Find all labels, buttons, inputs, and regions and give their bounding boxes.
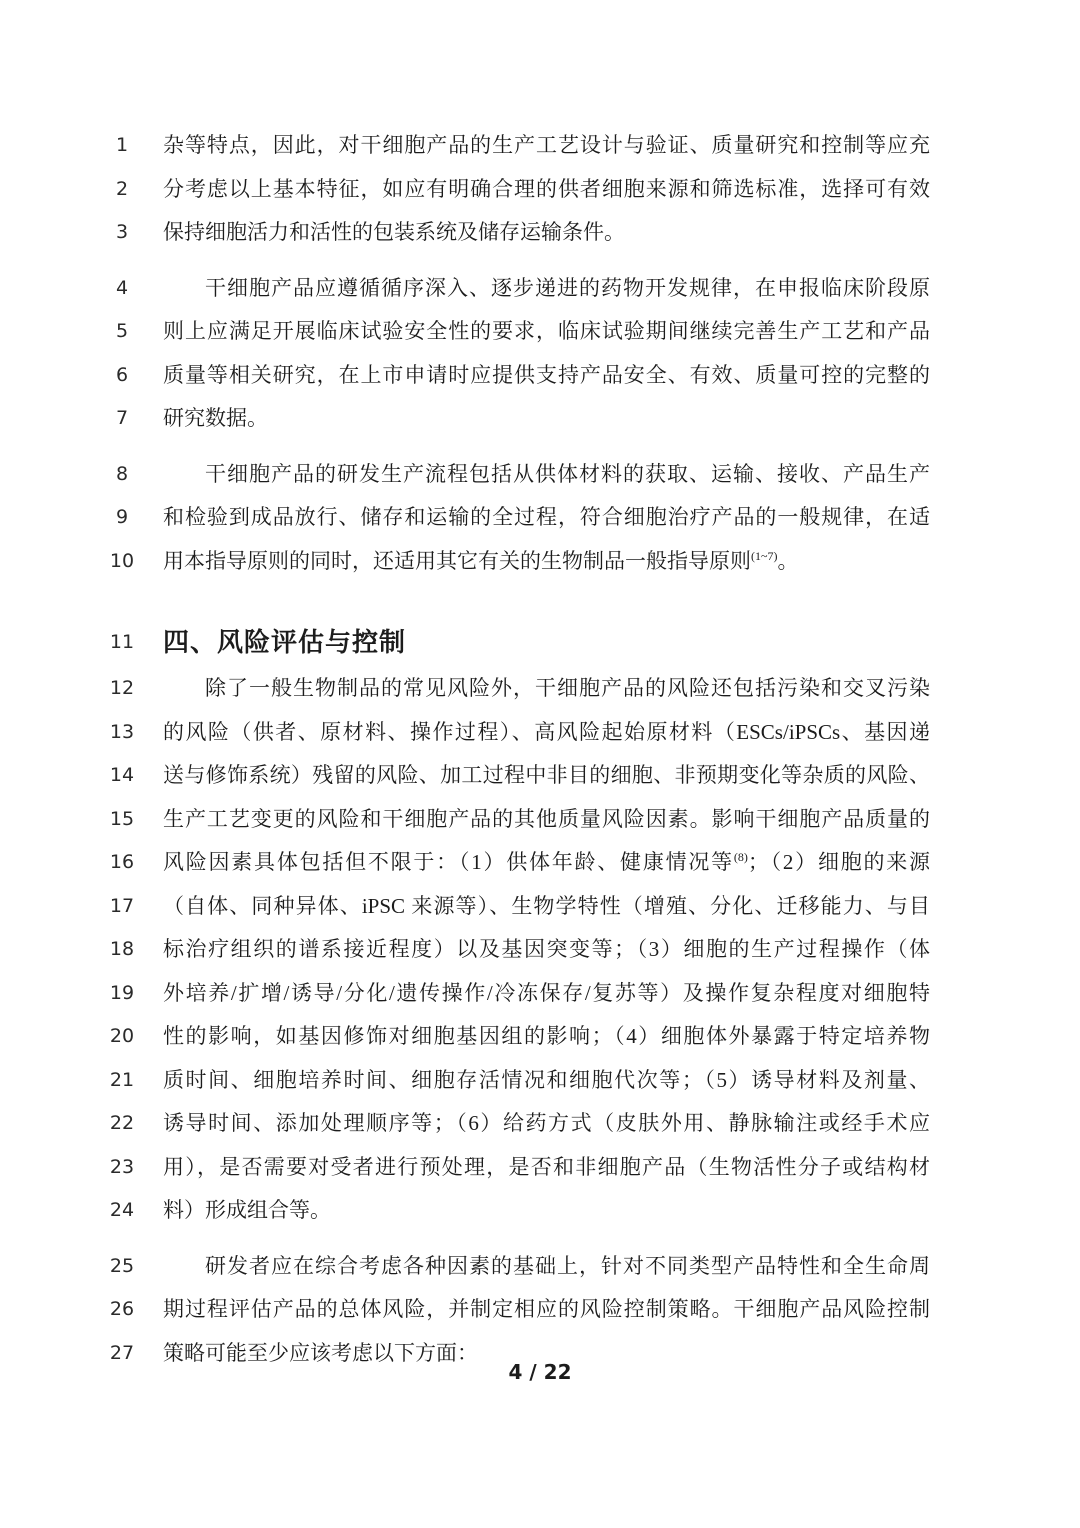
line-text: 和检验到成品放行、储存和运输的全过程，符合细胞治疗产品的一般规律，在适: [163, 505, 930, 529]
line-number: 21: [109, 1068, 135, 1091]
text-line-row: [109, 1245, 930, 1289]
line-text: 用本指导原则的同时，还适用其它有关的生物制品一般指导原则$^{(1\sim 7)}$。: [163, 548, 799, 573]
line-number: 22: [109, 1112, 135, 1134]
line-number: 12: [109, 677, 135, 699]
text-line-row: [115, 310, 930, 354]
line-text: 生产工艺变更的风险和干细胞产品的其他质量风险因素。影响干细胞产品质量的: [163, 806, 930, 831]
line-number: 11: [109, 631, 135, 653]
line-text: 杂等特点，因此，对干细胞产品的生产工艺设计与验证、质量研究和控制等应充: [163, 133, 930, 157]
line-text: 分考虑以上基本特征，如应有明确合理的供者细胞来源和筛选标准，选择可有效: [163, 176, 930, 201]
line-number: 18: [109, 938, 135, 960]
line-number: 1: [115, 134, 129, 156]
line-number: 27: [109, 1341, 135, 1364]
text-line-row: [115, 453, 930, 497]
line-number: 25: [109, 1254, 135, 1277]
text-line-row: [115, 354, 930, 398]
line-number: 20: [109, 1025, 135, 1047]
line-number: 5: [115, 320, 129, 342]
superscript-reference: (8): [733, 850, 748, 864]
line-text: 标治疗组织的谱系接近程度）以及基因突变等；（3）细胞的生产过程操作（体: [163, 937, 930, 961]
text-line-row: [115, 211, 930, 255]
line-number: 23: [109, 1155, 135, 1178]
text-line-row: [109, 972, 930, 1016]
line-text: 质时间、细胞培养时间、细胞存活情况和细胞代次等；（5）诱导材料及剂量、: [163, 1067, 930, 1092]
line-number: 24: [109, 1199, 135, 1221]
line-number: 16: [109, 851, 135, 873]
line-text: 送与修饰系统）残留的风险、加工过程中非目的细胞、非预期变化等杂质的风险、: [163, 763, 930, 787]
line-text: 质量等相关研究，在上市申请时应提供支持产品安全、有效、质量可控的完整的: [163, 362, 930, 387]
line-number: 7: [115, 407, 129, 429]
document-content: [109, 124, 931, 1375]
line-text: 研究数据。: [163, 406, 268, 430]
line-text: 干细胞产品应遵循循序深入、逐步递进的药物开发规律，在申报临床阶段原: [205, 275, 930, 300]
line-number: 10: [109, 549, 135, 572]
page-number: 4 / 22: [508, 1360, 572, 1384]
line-text: 用），是否需要对受者进行预处理，是否和非细胞产品（生物活性分子或结构材: [163, 1154, 930, 1179]
section-heading-row: [109, 617, 930, 667]
superscript-reference: (1~7): [751, 548, 778, 563]
line-number: 15: [109, 807, 135, 830]
text-line-row: [109, 1189, 930, 1233]
line-text: 则上应满足开展临床试验安全性的要求，临床试验期间继续完善生产工艺和产品: [163, 319, 930, 343]
text-line-row: [115, 124, 930, 168]
line-text: 的风险（供者、原材料、操作过程）、高风险起始原材料（ESCs/iPSCs、基因递: [163, 719, 930, 744]
line-number: 6: [115, 363, 129, 386]
page-footer: [0, 1360, 1080, 1384]
line-text: 策略可能至少应该考虑以下方面：: [163, 1340, 478, 1365]
line-text: 期过程评估产品的总体风险，并制定相应的风险控制策略。干细胞产品风险控制: [163, 1297, 930, 1321]
line-number: 3: [115, 221, 129, 243]
line-text: 诱导时间、添加处理顺序等；（6）给药方式（皮肤外用、静脉输注或经手术应: [163, 1111, 930, 1135]
text-line-row: [109, 841, 931, 885]
line-number: 14: [109, 764, 135, 786]
line-number: 26: [109, 1298, 135, 1320]
text-line-row: [109, 1102, 930, 1146]
line-text: 风险因素具体包括但不限于：（1）供体年龄、健康情况等$^{(8)}$；（2）细胞的来源: [163, 850, 931, 874]
line-number: 8: [115, 462, 129, 485]
text-line-row: [115, 168, 930, 212]
text-line-row: [109, 798, 930, 842]
text-line-row: [109, 667, 930, 711]
line-text: 料）形成组合等。: [163, 1198, 331, 1222]
line-text: 四、风险评估与控制: [163, 627, 407, 657]
text-line-row: [109, 1288, 930, 1332]
line-number: 9: [115, 506, 129, 528]
text-line-row: [115, 267, 930, 311]
text-line-row: [109, 1146, 930, 1190]
text-line-row: [109, 885, 930, 929]
line-text: （自体、同种异体、iPSC 来源等）、生物学特性（增殖、分化、迁移能力、与目: [163, 893, 930, 918]
line-text: 除了一般生物制品的常见风险外，干细胞产品的风险还包括污染和交叉污染: [205, 676, 930, 700]
text-line-row: [109, 754, 930, 798]
text-line-row: [109, 928, 930, 972]
text-line-row: [109, 1059, 930, 1103]
line-number: 17: [109, 894, 135, 917]
text-line-row: [115, 397, 930, 441]
line-number: 4: [115, 276, 129, 299]
text-line-row: [109, 1015, 930, 1059]
text-line-row: [109, 540, 930, 584]
line-text: 保持细胞活力和活性的包装系统及储存运输条件。: [163, 220, 625, 244]
line-text: 研发者应在综合考虑各种因素的基础上，针对不同类型产品特性和全生命周: [205, 1253, 930, 1278]
text-line-row: [115, 496, 930, 540]
line-number: 2: [115, 177, 129, 200]
line-text: 外培养/扩增/诱导/分化/遗传操作/冷冻保存/复苏等）及操作复杂程度对细胞特: [163, 980, 930, 1005]
line-number: 13: [109, 720, 135, 743]
line-number: 19: [109, 981, 135, 1004]
line-text: 性的影响，如基因修饰对细胞基因组的影响；（4）细胞体外暴露于特定培养物: [163, 1024, 930, 1048]
line-text: 干细胞产品的研发生产流程包括从供体材料的获取、运输、接收、产品生产: [205, 461, 930, 486]
text-line-row: [109, 711, 930, 755]
